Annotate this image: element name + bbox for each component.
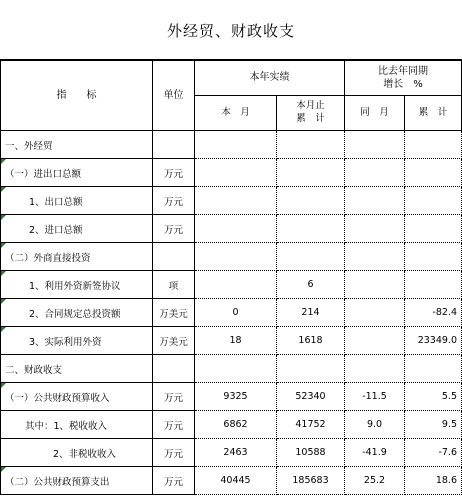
comment-marker-icon bbox=[1, 467, 6, 472]
table-row bbox=[1, 187, 462, 215]
row-ytd: 41752 bbox=[277, 411, 345, 439]
row-ytd: 10588 bbox=[277, 439, 345, 467]
header-ytd-line1: 本月止 bbox=[296, 100, 325, 112]
header-growth-line2: 增长 % bbox=[383, 79, 423, 90]
row-growth-month bbox=[345, 271, 405, 299]
table-row bbox=[1, 411, 462, 439]
table-row bbox=[1, 215, 462, 243]
comment-marker-icon bbox=[1, 215, 6, 220]
row-month: 9325 bbox=[195, 383, 277, 411]
row-growth-cum: 5.5 bbox=[405, 383, 462, 411]
row-unit: 万元 bbox=[153, 187, 195, 215]
row-ytd bbox=[277, 187, 345, 215]
row-name: （二）公共财政预算支出 bbox=[1, 467, 153, 495]
row-ytd bbox=[277, 215, 345, 243]
row-name: 3、实际利用外资 bbox=[1, 327, 153, 355]
row-growth-month bbox=[345, 187, 405, 215]
row-name: （一）公共财政预算收入 bbox=[1, 383, 153, 411]
row-unit: 万元 bbox=[153, 467, 195, 495]
row-growth-month bbox=[345, 215, 405, 243]
row-growth-cum: 9.5 bbox=[405, 411, 462, 439]
row-growth-month bbox=[345, 355, 405, 383]
row-growth-month: 25.2 bbox=[345, 467, 405, 495]
row-growth-month: -11.5 bbox=[345, 383, 405, 411]
table-row bbox=[1, 383, 462, 411]
header-this-year: 本年实绩 bbox=[195, 61, 345, 96]
row-growth-cum: 23349.0 bbox=[405, 327, 462, 355]
row-month: 18 bbox=[195, 327, 277, 355]
row-name: 一、外经贸 bbox=[1, 131, 153, 159]
table-row bbox=[1, 159, 462, 187]
row-ytd: 185683 bbox=[277, 467, 345, 495]
row-growth-cum bbox=[405, 159, 462, 187]
header-same-month: 同 月 bbox=[345, 96, 405, 131]
row-unit bbox=[153, 131, 195, 159]
row-month bbox=[195, 131, 277, 159]
row-growth-cum: -82.4 bbox=[405, 299, 462, 327]
row-name: 其中：1、税收收入 bbox=[1, 411, 153, 439]
row-growth-month bbox=[345, 243, 405, 271]
row-growth-cum bbox=[405, 187, 462, 215]
row-unit: 万元 bbox=[153, 439, 195, 467]
row-ytd: 1618 bbox=[277, 327, 345, 355]
header-unit: 单位 bbox=[153, 61, 195, 131]
row-ytd: 6 bbox=[277, 271, 345, 299]
row-growth-month bbox=[345, 159, 405, 187]
stats-table bbox=[0, 60, 462, 495]
row-unit: 万元 bbox=[153, 383, 195, 411]
row-name: 2、非税收收入 bbox=[1, 439, 153, 467]
header-growth bbox=[345, 61, 462, 96]
row-growth-month bbox=[345, 131, 405, 159]
table-row bbox=[1, 299, 462, 327]
table-row bbox=[1, 327, 462, 355]
row-month bbox=[195, 243, 277, 271]
comment-marker-icon bbox=[1, 271, 6, 276]
row-unit bbox=[153, 355, 195, 383]
header-this-month: 本 月 bbox=[195, 96, 277, 131]
row-month bbox=[195, 215, 277, 243]
row-unit bbox=[153, 243, 195, 271]
row-month: 6862 bbox=[195, 411, 277, 439]
row-month bbox=[195, 159, 277, 187]
row-month bbox=[195, 355, 277, 383]
comment-marker-icon bbox=[1, 187, 6, 192]
page-title: 外经贸、财政收支 bbox=[166, 21, 295, 40]
row-unit: 万美元 bbox=[153, 299, 195, 327]
row-ytd bbox=[277, 159, 345, 187]
header-ytd-line2: 累 计 bbox=[296, 113, 325, 124]
row-name: 1、出口总额 bbox=[1, 187, 153, 215]
row-month bbox=[195, 187, 277, 215]
row-growth-month bbox=[345, 327, 405, 355]
header-cumulative: 累 计 bbox=[405, 96, 462, 131]
row-unit: 万元 bbox=[153, 411, 195, 439]
row-growth-cum: -7.6 bbox=[405, 439, 462, 467]
row-ytd: 214 bbox=[277, 299, 345, 327]
row-month bbox=[195, 271, 277, 299]
row-growth-month bbox=[345, 299, 405, 327]
header-ytd bbox=[277, 96, 345, 131]
comment-marker-icon bbox=[1, 299, 6, 304]
table-row bbox=[1, 271, 462, 299]
header-growth-line1: 比去年同期 bbox=[378, 65, 428, 77]
row-ytd bbox=[277, 243, 345, 271]
row-growth-cum bbox=[405, 215, 462, 243]
row-unit: 万元 bbox=[153, 215, 195, 243]
table-row bbox=[1, 243, 462, 271]
table-row bbox=[1, 467, 462, 495]
comment-marker-icon bbox=[1, 243, 6, 248]
header-indicator: 指 标 bbox=[1, 61, 153, 131]
table-row bbox=[1, 131, 462, 159]
row-growth-cum bbox=[405, 355, 462, 383]
table-row bbox=[1, 439, 462, 467]
comment-marker-icon bbox=[1, 383, 6, 388]
row-growth-cum bbox=[405, 271, 462, 299]
row-unit: 万美元 bbox=[153, 327, 195, 355]
row-name: （二）外商直接投资 bbox=[1, 243, 153, 271]
row-name: 1、利用外资新签协议 bbox=[1, 271, 153, 299]
row-growth-cum bbox=[405, 131, 462, 159]
row-name: 2、进口总额 bbox=[1, 215, 153, 243]
row-ytd bbox=[277, 131, 345, 159]
row-name: （一）进出口总额 bbox=[1, 159, 153, 187]
row-growth-cum: 18.6 bbox=[405, 467, 462, 495]
row-ytd: 52340 bbox=[277, 383, 345, 411]
comment-marker-icon bbox=[1, 159, 6, 164]
row-growth-month: 9.0 bbox=[345, 411, 405, 439]
row-name: 2、合同规定总投资额 bbox=[1, 299, 153, 327]
table-row bbox=[1, 355, 462, 383]
row-growth-cum bbox=[405, 243, 462, 271]
row-name: 二、财政收支 bbox=[1, 355, 153, 383]
row-month: 40445 bbox=[195, 467, 277, 495]
row-month: 0 bbox=[195, 299, 277, 327]
row-month: 2463 bbox=[195, 439, 277, 467]
row-ytd bbox=[277, 355, 345, 383]
row-unit: 万元 bbox=[153, 159, 195, 187]
row-growth-month: -41.9 bbox=[345, 439, 405, 467]
comment-marker-icon bbox=[1, 327, 6, 332]
row-unit: 项 bbox=[153, 271, 195, 299]
